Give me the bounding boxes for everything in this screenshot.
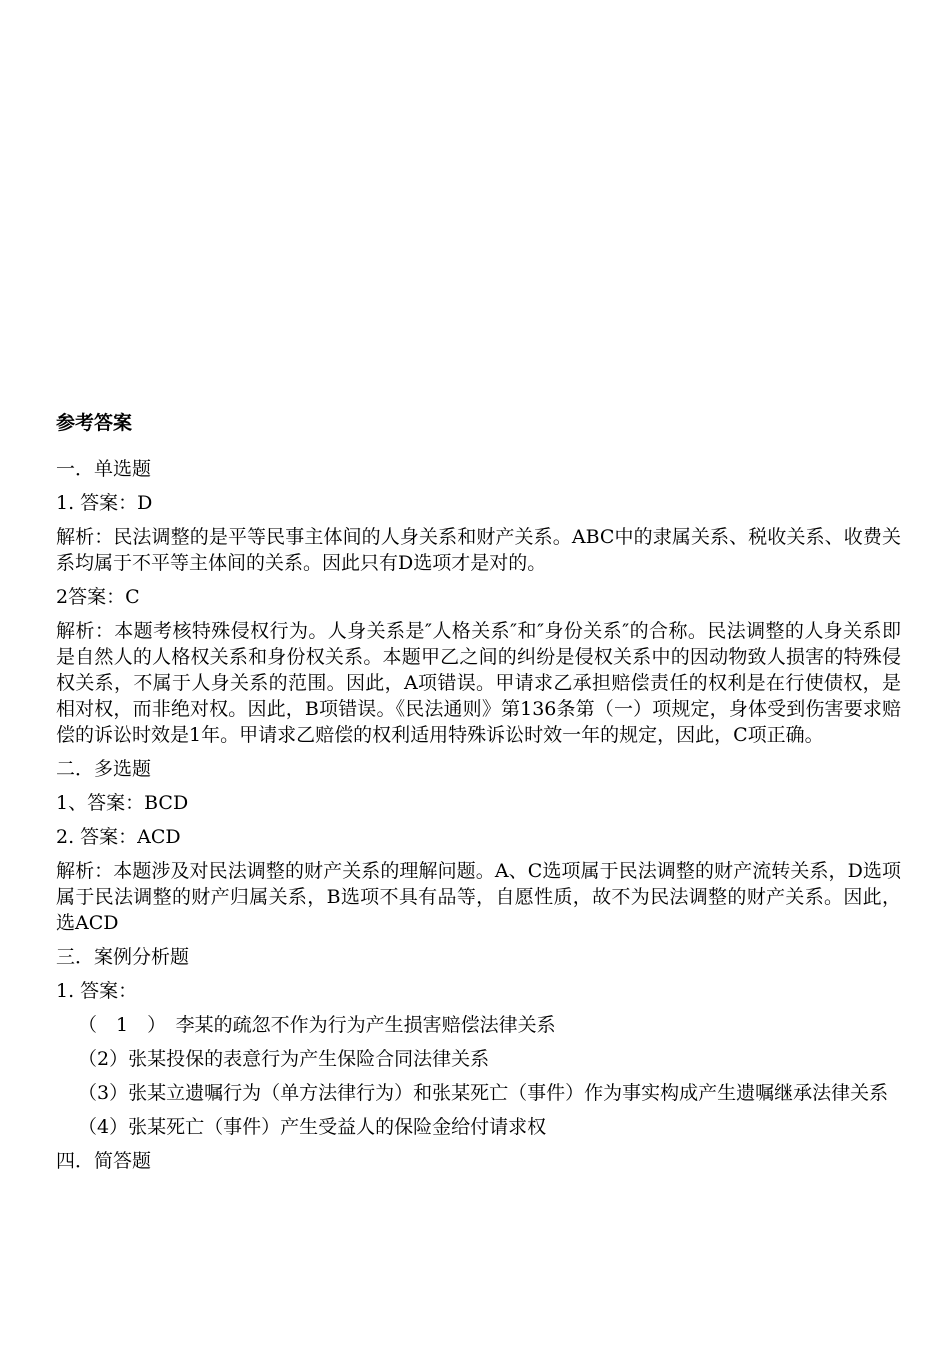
section-heading-multiple-choice: 二．多选题: [56, 758, 152, 780]
answer-sub-item: （2）张某投保的表意行为产生保险合同法律关系: [78, 1048, 490, 1070]
answer-item: 2. 答案：ACD: [56, 826, 181, 848]
answer-sub-item: （ 1 ） 李某的疏忽不作为行为产生损害赔偿法律关系: [78, 1014, 556, 1036]
explanation-paragraph: 解析：本题涉及对民法调整的财产关系的理解问题。A、C选项属于民法调整的财产流转关系，D选项属于民法调整的财产归属关系，B选项不具有品等，自愿性质，故不为民法调整的财产关系。因此，选ACD: [56, 860, 901, 934]
answer-item: 1. 答案：: [56, 980, 138, 1002]
answer-item: 1、答案：BCD: [56, 792, 189, 814]
answer-document: [56, 406, 901, 1178]
section-heading-short-answer: 四．简答题: [56, 1150, 152, 1172]
answer-item: 1. 答案：D: [56, 492, 153, 514]
answer-sub-item: （3）张某立遗嘱行为（单方法律行为）和张某死亡（事件）作为事实构成产生遗嘱继承法律关系: [78, 1082, 889, 1104]
explanation-paragraph: 解析：民法调整的是平等民事主体间的人身关系和财产关系。ABC中的隶属关系、税收关系、收费关系均属于不平等主体间的关系。因此只有D选项才是对的。: [56, 526, 901, 574]
explanation-paragraph: 解析：本题考核特殊侵权行为。人身关系是″人格关系″和″身份关系″的合称。民法调整的人身关系即是自然人的人格权关系和身份权关系。本题甲乙之间的纠纷是侵权关系中的因动物致人损害的特殊侵权关系，不属于人身关系的范围。因此，A项错误。甲请求乙承担赔偿责任的权利是在行使债权，是相对权，而非绝对权。因此，B项错误。《民法通则》第136条第（一）项规定，身体受到伤害要求赔偿的诉讼时效是1年。甲请求乙赔偿的权利适用特殊诉讼时效一年的规定，因此，C项正确。: [56, 620, 901, 746]
section-heading-case-analysis: 三．案例分析题: [56, 946, 190, 968]
document-title: 参考答案: [56, 412, 133, 434]
answer-sub-item: （4）张某死亡（事件）产生受益人的保险金给付请求权: [78, 1116, 547, 1138]
answer-item: 2答案：C: [56, 586, 140, 608]
section-heading-single-choice: 一．单选题: [56, 458, 152, 480]
